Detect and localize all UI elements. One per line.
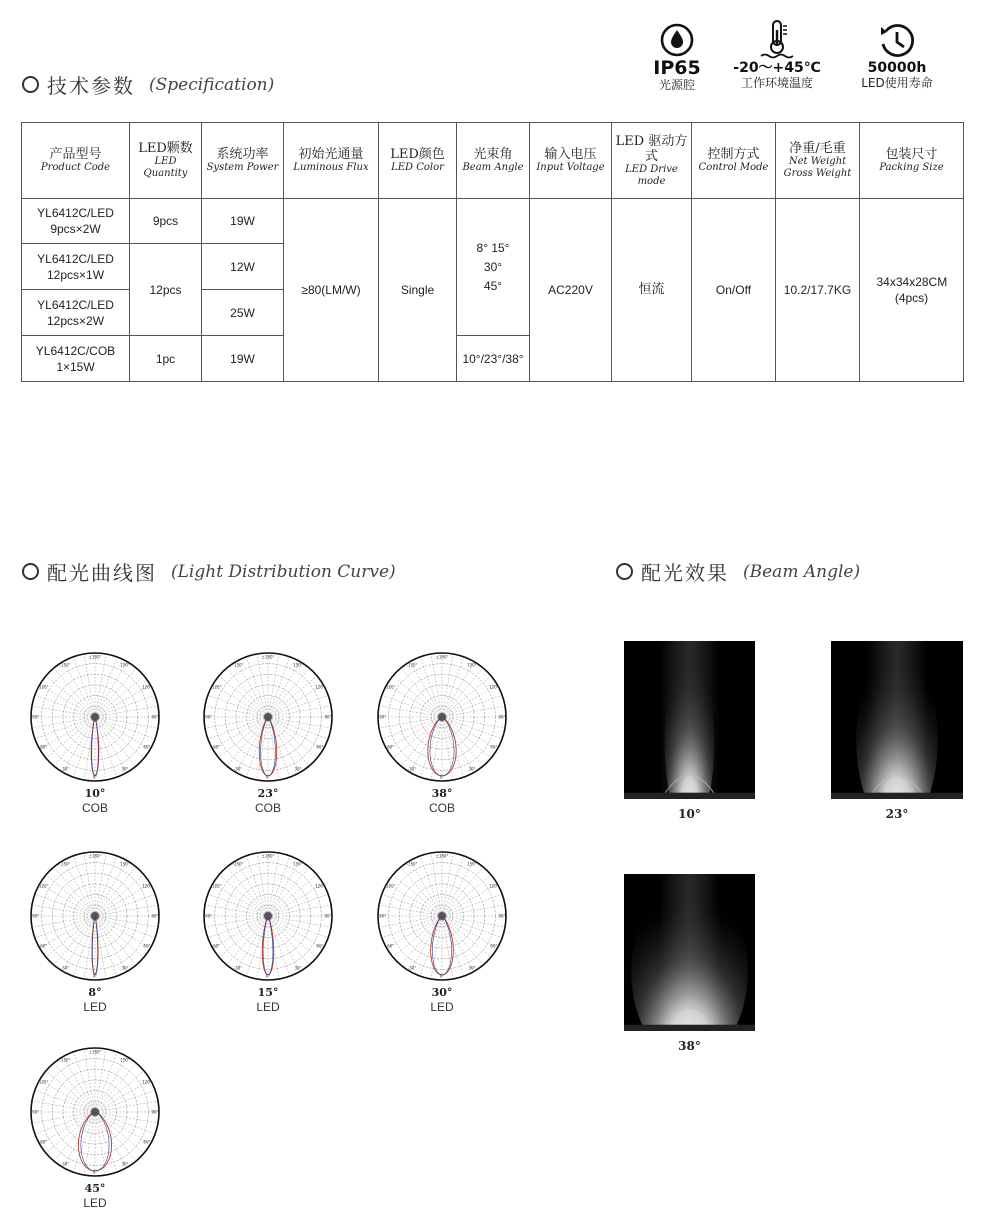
spec-section-title <box>22 70 274 99</box>
badge-temperature <box>722 18 832 91</box>
curve-section-title <box>22 557 396 586</box>
cell-product-code: YL6412C/LED 12pcs×2W <box>22 290 130 336</box>
curve-degree-label: 38° <box>431 787 453 800</box>
polar-angle-label: -90° <box>30 714 40 720</box>
cell-product-code: YL6412C/LED 9pcs×2W <box>22 199 130 244</box>
polar-chart <box>198 846 338 986</box>
polar-chart <box>372 846 512 986</box>
polar-angle-label: 60° <box>490 744 498 750</box>
polar-angle-label: 90° <box>324 714 332 720</box>
polar-chart <box>25 647 165 787</box>
spec-table <box>21 122 964 382</box>
polar-angle-label: -120° <box>384 883 396 889</box>
curve-degree-label: 8° <box>88 986 102 999</box>
polar-chart <box>372 647 512 787</box>
polar-angle-label: -150° <box>59 861 71 867</box>
table-header-row <box>22 123 964 199</box>
curve-type-label: LED <box>83 1196 107 1210</box>
polar-angle-label: -90° <box>203 913 213 919</box>
polar-angle-label: ±180° <box>261 654 275 660</box>
polar-angle-label: -90° <box>203 714 213 720</box>
polar-angle-label: -150° <box>59 662 71 668</box>
header-led-color: LED颜色 LED Color <box>379 123 457 199</box>
clock-history-icon <box>878 22 916 60</box>
polar-angle-label: 90° <box>498 714 506 720</box>
header-system-power: 系统功率 System Power <box>202 123 284 199</box>
cell-led-quantity: 12pcs <box>130 244 202 336</box>
polar-angle-label: 0° <box>92 973 98 979</box>
polar-chart <box>25 846 165 986</box>
polar-angle-label: -30° <box>407 766 417 772</box>
polar-angle-label: -120° <box>37 883 49 889</box>
polar-angle-label: 120° <box>315 684 325 690</box>
curve-degree-label: 23° <box>257 787 279 800</box>
beam-title-cn: 配光效果 <box>641 561 729 585</box>
header-led-quantity: LED颗数 LED Quantity <box>130 123 202 199</box>
curve-type-label: COB <box>81 801 108 815</box>
cell-led-quantity: 9pcs <box>130 199 202 244</box>
beam-photo-image <box>624 641 755 799</box>
curve-type-label: LED <box>256 1000 280 1014</box>
polar-angle-label: 60° <box>143 744 151 750</box>
circle-bullet-icon <box>22 563 39 580</box>
badge-ip <box>622 22 732 93</box>
polar-angle-label: 150° <box>120 861 130 867</box>
polar-angle-label: -60° <box>38 1139 48 1145</box>
badge-ip-label: 光源腔 <box>658 78 695 92</box>
polar-angle-label: 90° <box>151 714 159 720</box>
table-row <box>22 199 964 244</box>
cell-drive-mode: 恒流 <box>612 199 692 382</box>
beam-glow <box>624 641 755 799</box>
thermometer-icon <box>757 18 797 60</box>
polar-angle-label: 120° <box>142 1079 152 1085</box>
polar-angle-label: -150° <box>232 861 244 867</box>
polar-angle-label: -120° <box>37 684 49 690</box>
polar-angle-label: -120° <box>37 1079 49 1085</box>
polar-angle-label: 60° <box>316 943 324 949</box>
curve-degree-label: 30° <box>431 986 453 999</box>
badge-temperature-label: 工作环境温度 <box>740 76 813 90</box>
circle-bullet-icon <box>22 76 39 93</box>
badge-lifetime-value: 50000h <box>867 60 927 76</box>
cell-system-power: 25W <box>202 290 284 336</box>
polar-angle-label: -30° <box>407 965 417 971</box>
beam-section-title <box>616 557 860 586</box>
curve-title-cn: 配光曲线图 <box>47 561 157 585</box>
curve-type-label: LED <box>83 1000 107 1014</box>
cell-system-power: 19W <box>202 199 284 244</box>
polar-angle-label: 90° <box>151 1109 159 1115</box>
polar-angle-label: -30° <box>233 766 243 772</box>
beam-title-en: (Beam Angle) <box>743 561 861 582</box>
water-drop-icon <box>659 22 695 58</box>
polar-angle-label: 150° <box>467 662 477 668</box>
polar-chart <box>25 1042 165 1182</box>
beam-photo <box>624 641 755 821</box>
curve-type-label: COB <box>428 801 455 815</box>
polar-angle-label: -60° <box>211 744 221 750</box>
polar-angle-label: -150° <box>59 1057 71 1063</box>
polar-angle-label: ±180° <box>261 853 275 859</box>
polar-angle-label: 150° <box>120 662 130 668</box>
polar-angle-label: 60° <box>143 1139 151 1145</box>
polar-angle-label: -150° <box>232 662 244 668</box>
polar-angle-label: -30° <box>60 766 70 772</box>
cell-led-color: Single <box>379 199 457 382</box>
header-packing-size: 包装尺寸 Packing Size <box>860 123 964 199</box>
polar-angle-label: -60° <box>385 744 395 750</box>
polar-angle-label: -90° <box>30 1109 40 1115</box>
badge-lifetime-label: LED使用寿命 <box>861 76 933 90</box>
polar-curve <box>25 647 165 815</box>
polar-angle-label: -90° <box>377 913 387 919</box>
polar-angle-label: 0° <box>439 973 445 979</box>
polar-angle-label: ±180° <box>88 1049 102 1055</box>
polar-angle-label: 0° <box>439 774 445 780</box>
polar-angle-label: 120° <box>489 684 499 690</box>
polar-angle-label: 150° <box>293 662 303 668</box>
cell-weight: 10.2/17.7KG <box>776 199 860 382</box>
polar-angle-label: 120° <box>142 883 152 889</box>
cell-led-quantity: 1pc <box>130 336 202 382</box>
polar-curve <box>372 846 512 1014</box>
polar-angle-label: 150° <box>293 861 303 867</box>
polar-angle-label: 90° <box>151 913 159 919</box>
polar-curve <box>25 1042 165 1210</box>
polar-angle-label: 120° <box>489 883 499 889</box>
header-input-voltage: 输入电压 Input Voltage <box>530 123 612 199</box>
header-weight: 净重/毛重 Net Weight Gross Weight <box>776 123 860 199</box>
header-luminous-flux: 初始光通量 Luminous Flux <box>284 123 379 199</box>
polar-chart <box>198 647 338 787</box>
cell-input-voltage: AC220V <box>530 199 612 382</box>
polar-angle-label: -30° <box>233 965 243 971</box>
polar-angle-label: ±180° <box>88 654 102 660</box>
polar-center <box>91 1108 99 1116</box>
header-beam-angle: 光束角 Beam Angle <box>457 123 530 199</box>
polar-angle-label: -90° <box>30 913 40 919</box>
polar-angle-label: 0° <box>92 774 98 780</box>
badge-temperature-value: -20～+45℃ <box>733 60 821 76</box>
polar-angle-label: 60° <box>143 943 151 949</box>
spec-title-cn: 技术参数 <box>47 74 135 98</box>
beam-degree-label: 10° <box>678 807 701 821</box>
curve-title-en: (Light Distribution Curve) <box>171 561 396 582</box>
beam-degree-label: 38° <box>678 1039 701 1053</box>
polar-curve <box>25 846 165 1014</box>
polar-angle-label: -60° <box>385 943 395 949</box>
curve-degree-label: 45° <box>84 1182 106 1195</box>
polar-angle-label: -60° <box>211 943 221 949</box>
cell-luminous-flux: ≥80(LM/W) <box>284 199 379 382</box>
polar-angle-label: 60° <box>316 744 324 750</box>
beam-photo <box>624 874 755 1053</box>
polar-curve <box>198 647 338 815</box>
cell-system-power: 19W <box>202 336 284 382</box>
polar-angle-label: -150° <box>406 662 418 668</box>
beam-glow <box>831 641 963 799</box>
polar-angle-label: -60° <box>38 943 48 949</box>
badge-lifetime <box>842 22 952 91</box>
header-drive-mode: LED 驱动方式 LED Drive mode <box>612 123 692 199</box>
header-product-code: 产品型号 Product Code <box>22 123 130 199</box>
polar-angle-label: 120° <box>315 883 325 889</box>
polar-curve <box>372 647 512 815</box>
curve-type-label: LED <box>430 1000 454 1014</box>
circle-bullet-icon <box>616 563 633 580</box>
cell-product-code: YL6412C/COB 1×15W <box>22 336 130 382</box>
beam-degree-label: 23° <box>885 807 909 821</box>
beam-photo <box>831 641 963 821</box>
polar-angle-label: -120° <box>210 883 222 889</box>
polar-curve <box>198 846 338 1014</box>
beam-photo-image <box>624 874 755 1031</box>
polar-angle-label: 0° <box>265 973 271 979</box>
curve-degree-label: 10° <box>84 787 106 800</box>
polar-angle-label: 120° <box>142 684 152 690</box>
cell-beam-angle-led: 8° 15° 30° 45° <box>457 199 530 336</box>
polar-angle-label: 30° <box>468 766 476 772</box>
polar-angle-label: -150° <box>406 861 418 867</box>
polar-angle-label: -120° <box>384 684 396 690</box>
polar-angle-label: -90° <box>377 714 387 720</box>
cell-packing-size: 34x34x28CM (4pcs) <box>860 199 964 382</box>
curve-degree-label: 15° <box>257 986 279 999</box>
polar-angle-label: 30° <box>468 965 476 971</box>
polar-angle-label: 30° <box>121 965 129 971</box>
cell-product-code: YL6412C/LED 12pcs×1W <box>22 244 130 290</box>
polar-angle-label: 60° <box>490 943 498 949</box>
polar-angle-label: 150° <box>467 861 477 867</box>
polar-angle-label: 0° <box>265 774 271 780</box>
polar-angle-label: ±180° <box>435 853 449 859</box>
polar-angle-label: ±180° <box>435 654 449 660</box>
polar-angle-label: 30° <box>121 766 129 772</box>
polar-angle-label: 90° <box>324 913 332 919</box>
polar-angle-label: 30° <box>121 1161 129 1167</box>
polar-angle-label: 0° <box>92 1169 98 1175</box>
polar-angle-label: -120° <box>210 684 222 690</box>
cell-system-power: 12W <box>202 244 284 290</box>
badge-ip-value: IP65 <box>653 57 701 79</box>
beam-photo-image <box>831 641 963 799</box>
spec-title-en: (Specification) <box>149 74 275 95</box>
polar-angle-label: ±180° <box>88 853 102 859</box>
cell-control-mode: On/Off <box>692 199 776 382</box>
polar-angle-label: 150° <box>120 1057 130 1063</box>
polar-angle-label: 30° <box>294 766 302 772</box>
polar-angle-label: -30° <box>60 965 70 971</box>
polar-angle-label: -60° <box>38 744 48 750</box>
curve-type-label: COB <box>254 801 281 815</box>
polar-angle-label: 90° <box>498 913 506 919</box>
polar-angle-label: 30° <box>294 965 302 971</box>
polar-angle-label: -30° <box>60 1161 70 1167</box>
header-control-mode: 控制方式 Control Mode <box>692 123 776 199</box>
cell-beam-angle-cob: 10°/23°/38° <box>457 336 530 382</box>
beam-glow <box>624 874 755 1031</box>
